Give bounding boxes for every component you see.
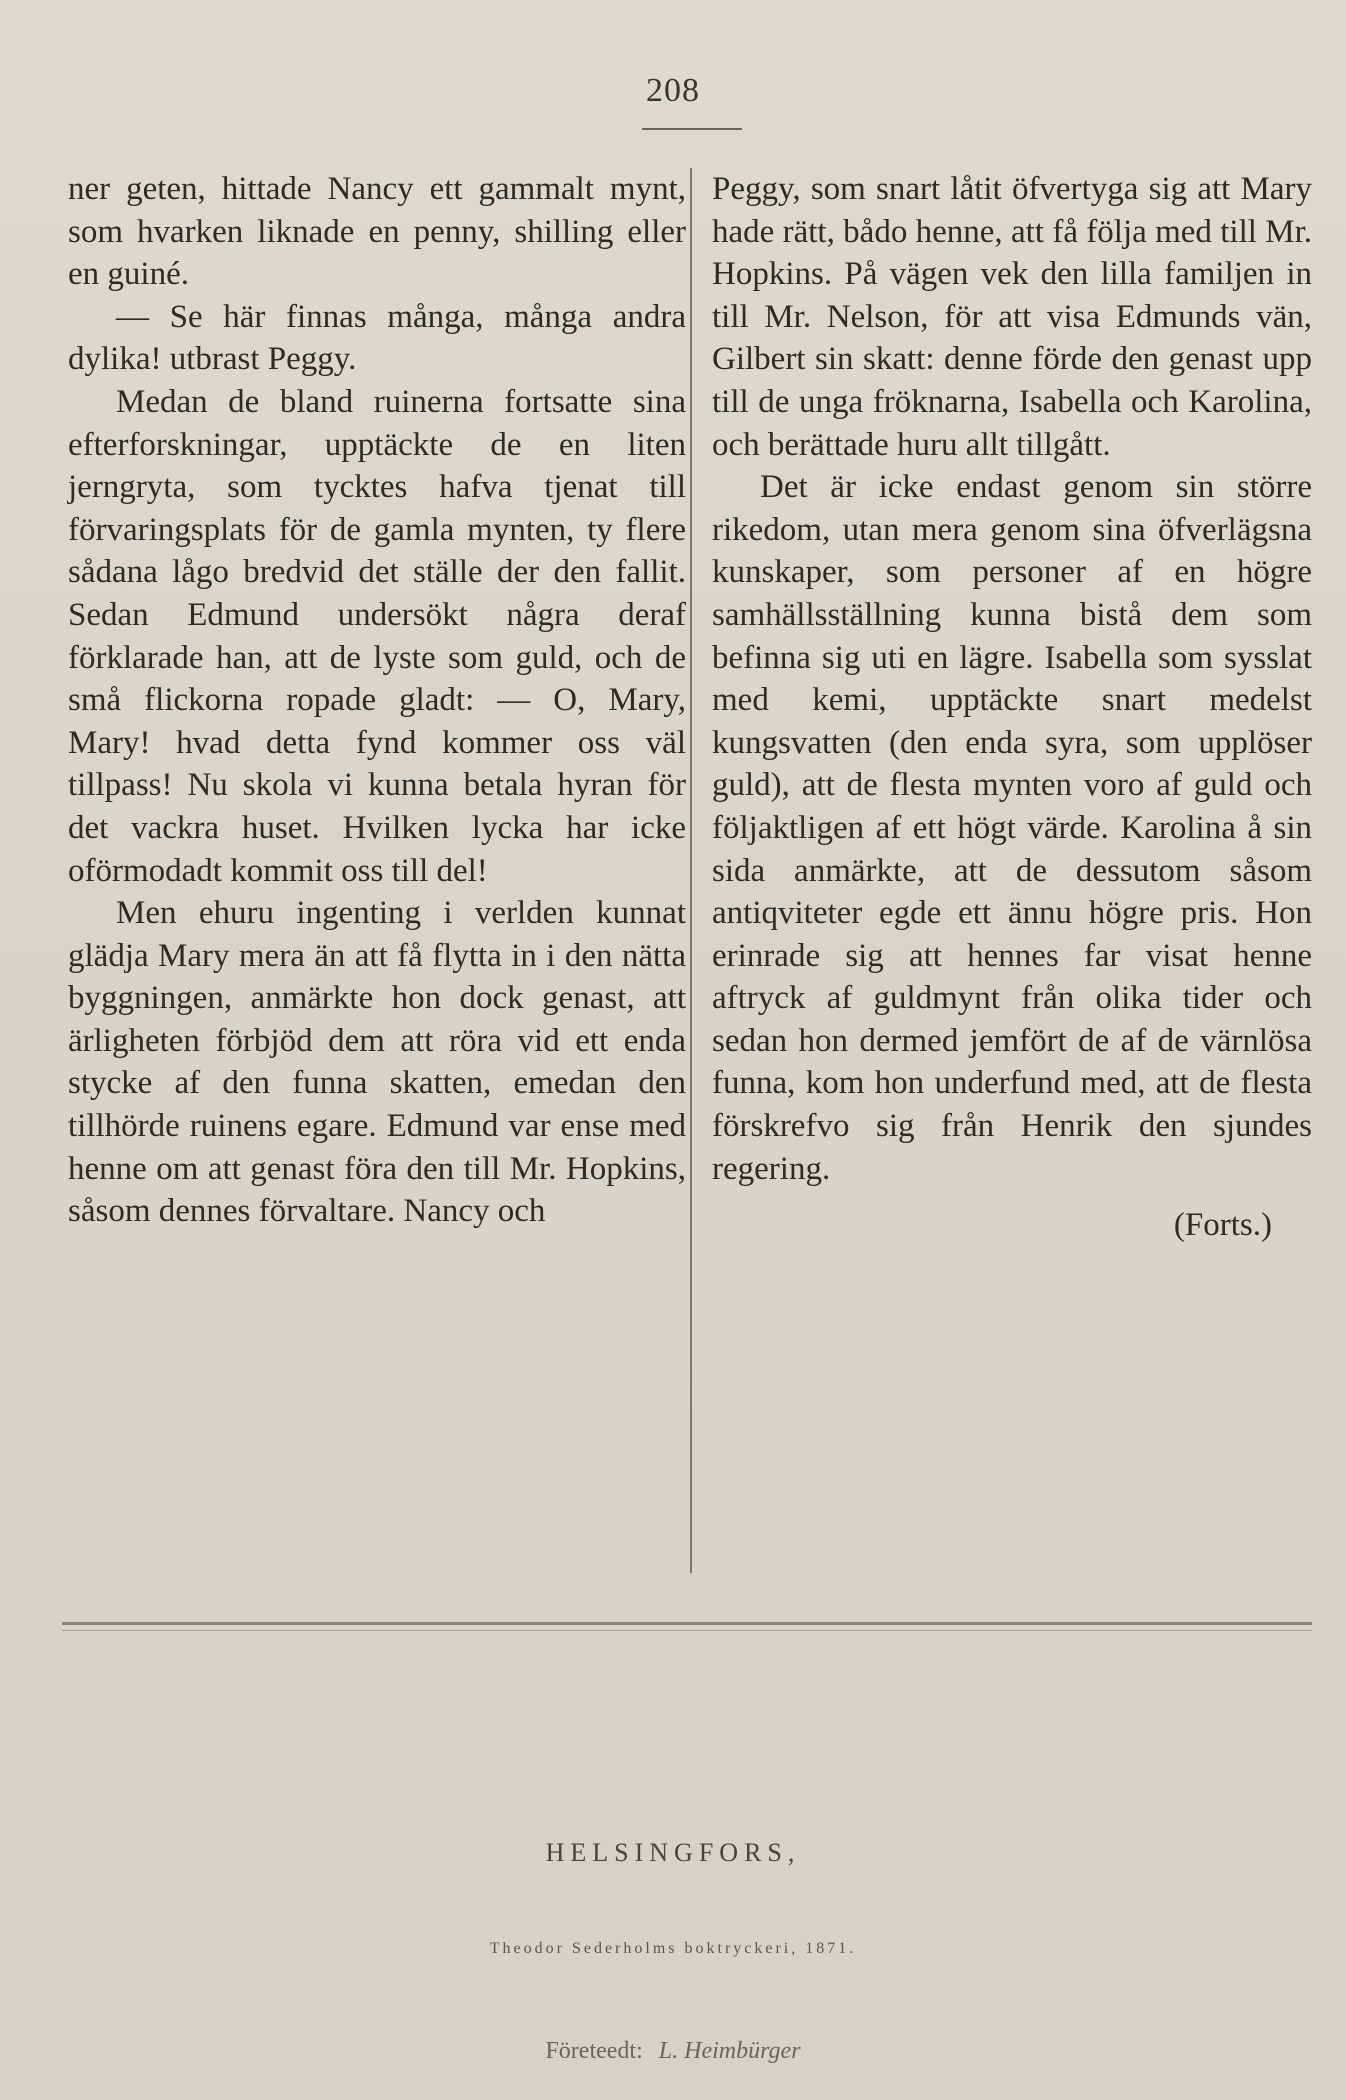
footer-rule-thin <box>62 1630 1312 1631</box>
page-number-rule <box>642 128 742 130</box>
continued-notice: (Forts.) <box>1173 1207 1272 1244</box>
column-divider <box>690 168 692 1573</box>
left-paragraph-4: Men ehuru ingenting i verlden kunnat glädja Mary mera än att få flytta in i den nätta byggningen, anmärkte hon dock genast, att ärligheten förbjöd dem att röra vid ett enda stycke af den funna skatten, emedan den tillhörde ruinens egare. Edmund var ense med henne om att genast föra den till Mr. Hopkins, såsom dennes förvaltare. Nancy och <box>68 895 686 1230</box>
left-paragraph-2: — Se här finnas många, många andra dylika! utbrast Peggy. <box>68 298 686 378</box>
right-paragraph-2: Det är icke endast genom sin större rikedom, utan mera genom sina öfverlägsna kunskaper, som personer af en högre samhällsställning kunna bistå dem som befinna sig uti en lägre. Isabella som sysslat med kemi, upptäckte snart medelst kungsvatten (den enda syra, som upplöser guld), att de flesta mynten voro af guld och följaktligen af ett högt värde. Karolina å sin sida anmärkte, att de dessutom såsom antiqviteter egde ett ännu högre pris. Hon erinrade sig att hennes far visat henne aftryck af guldmynt från olika tider och sedan hon dermed jemfört de af de värnlösa funna, kom hon underfund med, att de flesta förskrefvo sig från Henrik den sjundes regering. <box>712 469 1312 1187</box>
left-column <box>68 168 686 1233</box>
right-column <box>712 168 1312 1247</box>
left-paragraph-1: ner geten, hittade Nancy ett gammalt mynt, som hvarken liknade en penny, shilling eller en guiné. <box>68 171 686 293</box>
left-paragraph-3: Medan de bland ruinerna fortsatte sina efterforskningar, upptäckte de en liten jerngryta, som tycktes hafva tjenat till förvaringsplats för de gamla mynten, ty flere sådana lågo bredvid det ställe der den fallit. Sedan Edmund undersökt några deraf förklarade han, att de lyste som guld, och de små flickorna ropade gladt: — O, Mary, Mary! hvad detta fynd kommer oss väl tillpass! Nu skola vi kunna betala hyran för det vackra huset. Hvilken lycka har icke oförmodadt kommit oss till del! <box>68 383 686 889</box>
imprint-city: HELSINGFORS, <box>545 1838 801 1867</box>
footer-rule <box>62 1622 1312 1625</box>
page-number: 208 <box>646 72 700 109</box>
imprint-printer: Theodor Sederholms boktryckeri, 1871. <box>489 1940 857 1957</box>
approval-signature: L. Heimbürger <box>658 2038 801 2064</box>
approval-label: Företeedt: <box>545 2038 643 2064</box>
censor-approval <box>0 2038 1346 2065</box>
right-paragraph-1: Peggy, som snart låtit öfvertyga sig att Mary hade rätt, bådo henne, att få följa med till Mr. Hopkins. På vägen vek den lilla familjen in till Mr. Nelson, för att visa Edmunds vän, Gilbert sin skatt: denne förde den genast upp till de unga fröknarna, Isabella och Karolina, och berättade huru allt tillgått. <box>712 171 1312 463</box>
